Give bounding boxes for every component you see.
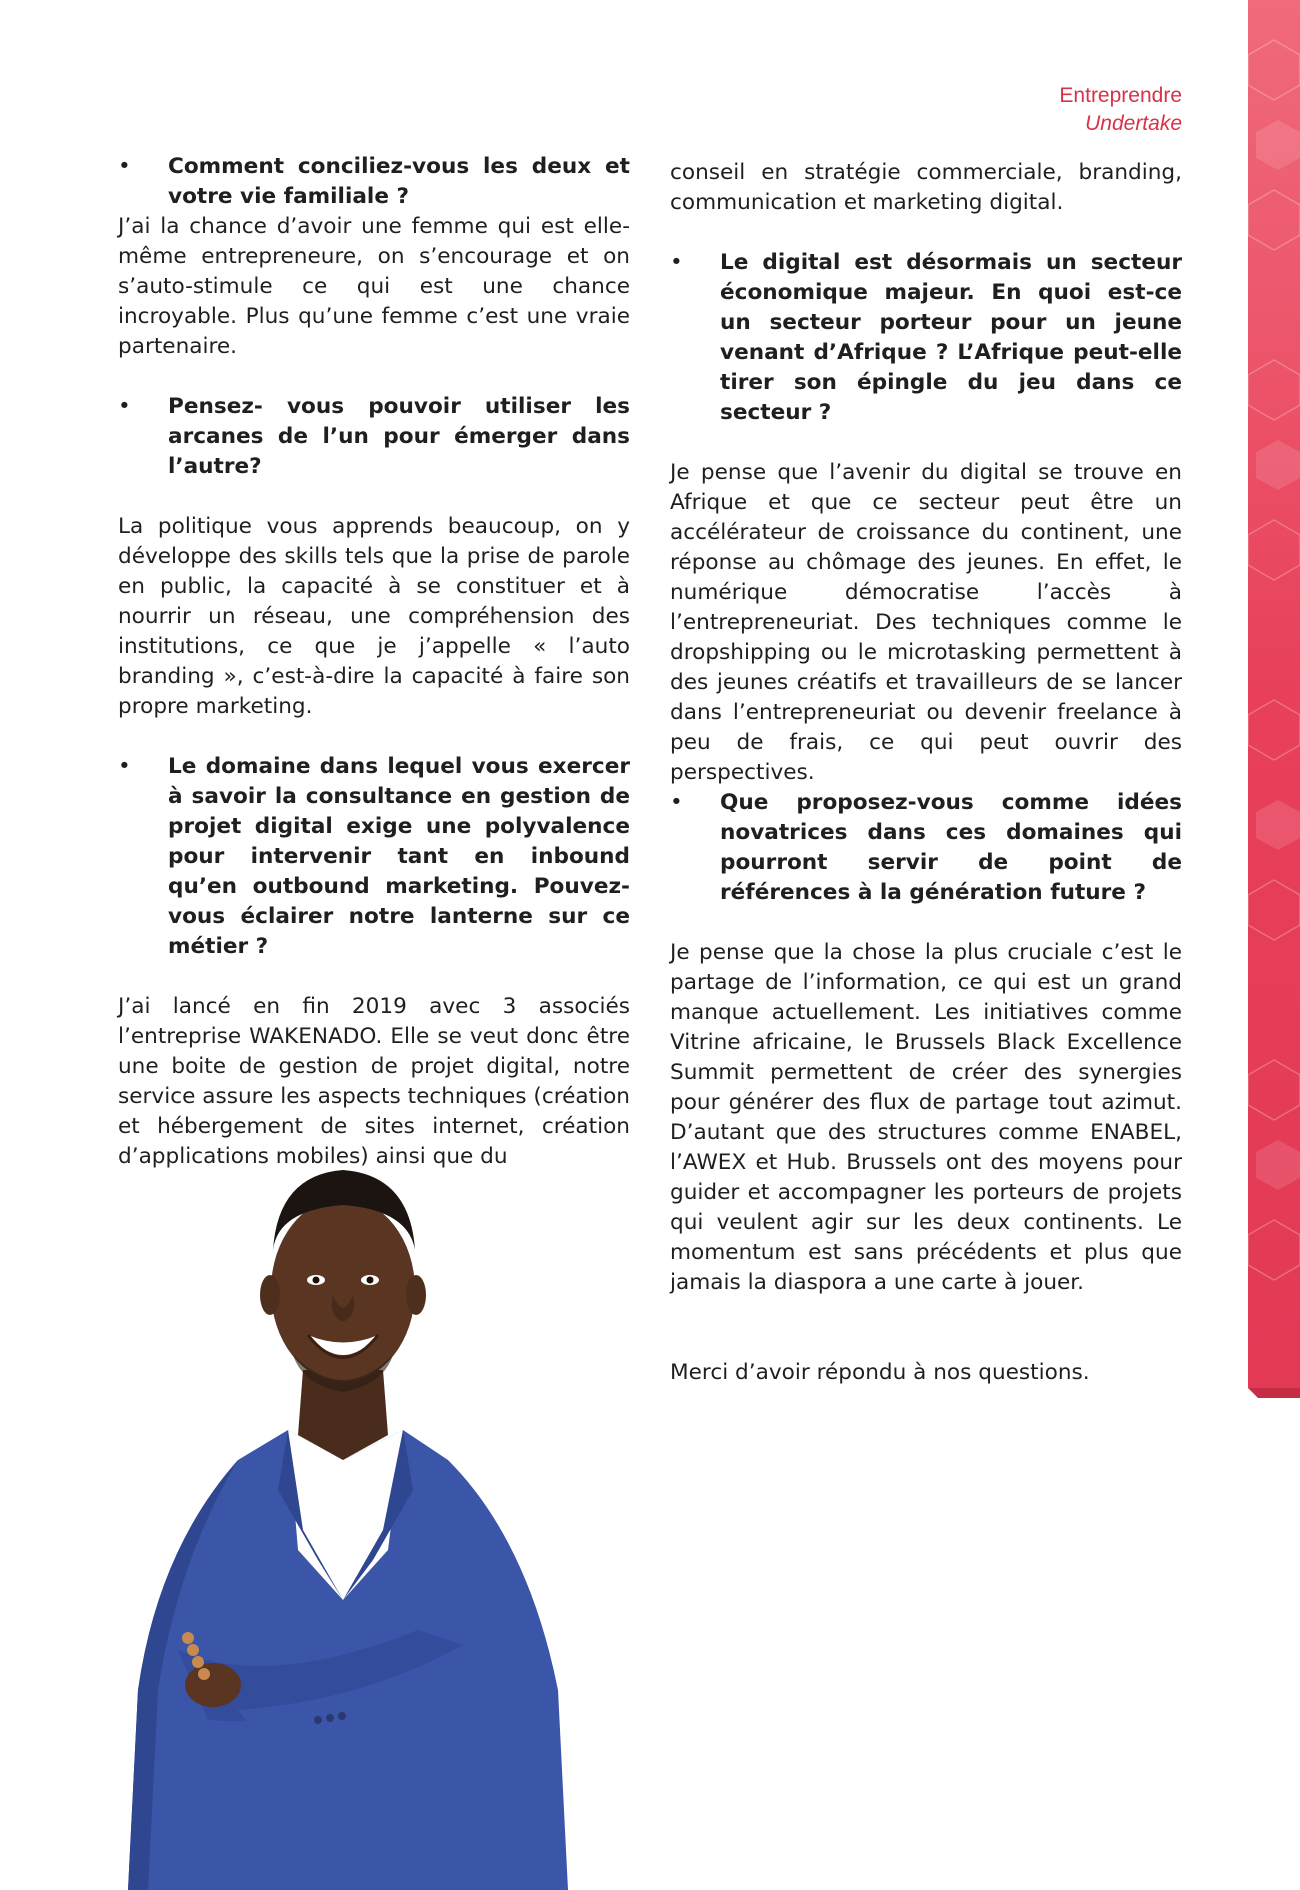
- answer-3-continued: conseil en stratégie commerciale, branding, communication et marketing digital.: [670, 160, 1182, 215]
- right-column: [670, 158, 1182, 1388]
- bullet: •: [118, 394, 131, 419]
- left-column: [118, 152, 630, 1172]
- question-5: [670, 788, 1182, 908]
- question-5-text: Que proposez-vous comme idées novatrices dans ces domaines qui pourront servir de point de références à la génération future ?: [720, 790, 1182, 905]
- answer-5: Je pense que la chose la plus cruciale c’est le partage de l’information, ce qui est un grand manque actuellement. Les initiatives comme Vitrine africaine, le Brussels Black Excellence Summit permettent de créer des synergies pour générer des flux de partage tout azimut. D’autant que des structures comme ENABEL, l’AWEX et Hub. Brussels ont des moyens pour guider et accompagner les porteurs de projets qui veulent agir sur les deux continents. Le momentum est sans précédents et plus que jamais la diaspora a une carte à jouer.: [670, 940, 1182, 1295]
- question-2: [118, 392, 630, 482]
- answer-2: La politique vous apprends beaucoup, on y développe des skills tels que la prise de parole en public, la capacité à se constituer et à nourrir un réseau, une compréhension des institutions, ce que je j’appelle « l’auto branding », c’est-à-dire la capacité à faire son propre marketing.: [118, 514, 630, 719]
- section-title-en: Undertake: [1085, 112, 1182, 135]
- section-title-fr: Entreprendre: [1059, 84, 1182, 107]
- question-2-text: Pensez- vous pouvoir utiliser les arcanes de l’un pour émerger dans l’autre?: [168, 394, 630, 479]
- closing-remark: Merci d’avoir répondu à nos questions.: [670, 1360, 1090, 1385]
- question-3: [118, 752, 630, 962]
- question-1: [118, 152, 630, 212]
- bullet: •: [118, 154, 131, 179]
- question-4-text: Le digital est désormais un secteur économique majeur. En quoi est-ce un secteur porteur pour un jeune venant d’Afrique ? L’Afrique peut-elle tirer son épingle du jeu dans ce secteur ?: [720, 250, 1182, 425]
- question-4: [670, 248, 1182, 428]
- bullet: •: [118, 754, 131, 779]
- bullet: •: [670, 250, 683, 275]
- bullet: •: [670, 790, 683, 815]
- section-header: [1059, 82, 1182, 138]
- answer-1: J’ai la chance d’avoir une femme qui est elle-même entrepreneure, on s’encourage et on s’auto-stimule ce qui est une chance incroyable. Plus qu’une femme c’est une vraie partenaire.: [118, 214, 630, 359]
- portrait-photo: [118, 1130, 568, 1890]
- decorative-sidebar: [1248, 0, 1300, 1398]
- question-3-text: Le domaine dans lequel vous exercer à savoir la consultance en gestion de projet digital exige une polyvalence pour intervenir tant en inbound qu’en outbound marketing. Pouvez-vous éclairer notre lanterne sur ce métier ?: [168, 754, 630, 959]
- answer-3: J’ai lancé en fin 2019 avec 3 associés l’entreprise WAKENADO. Elle se veut donc être une boite de gestion de projet digital, notre service assure les aspects techniques (création et hébergement de sites internet, création d’applications mobiles) ainsi que du: [118, 994, 630, 1169]
- question-1-text: Comment conciliez-vous les deux et votre vie familiale ?: [168, 154, 630, 209]
- answer-4: Je pense que l’avenir du digital se trouve en Afrique et que ce secteur peut être un accélérateur de croissance du continent, une réponse au chômage des jeunes. En effet, le numérique démocratise l’accès à l’entrepreneuriat. Des techniques comme le dropshipping ou le microtasking permettent à des jeunes créatifs et travailleurs de se lancer dans l’entrepreneuriat ou devenir freelance à peu de frais, ce qui peut ouvrir des perspectives.: [670, 460, 1182, 785]
